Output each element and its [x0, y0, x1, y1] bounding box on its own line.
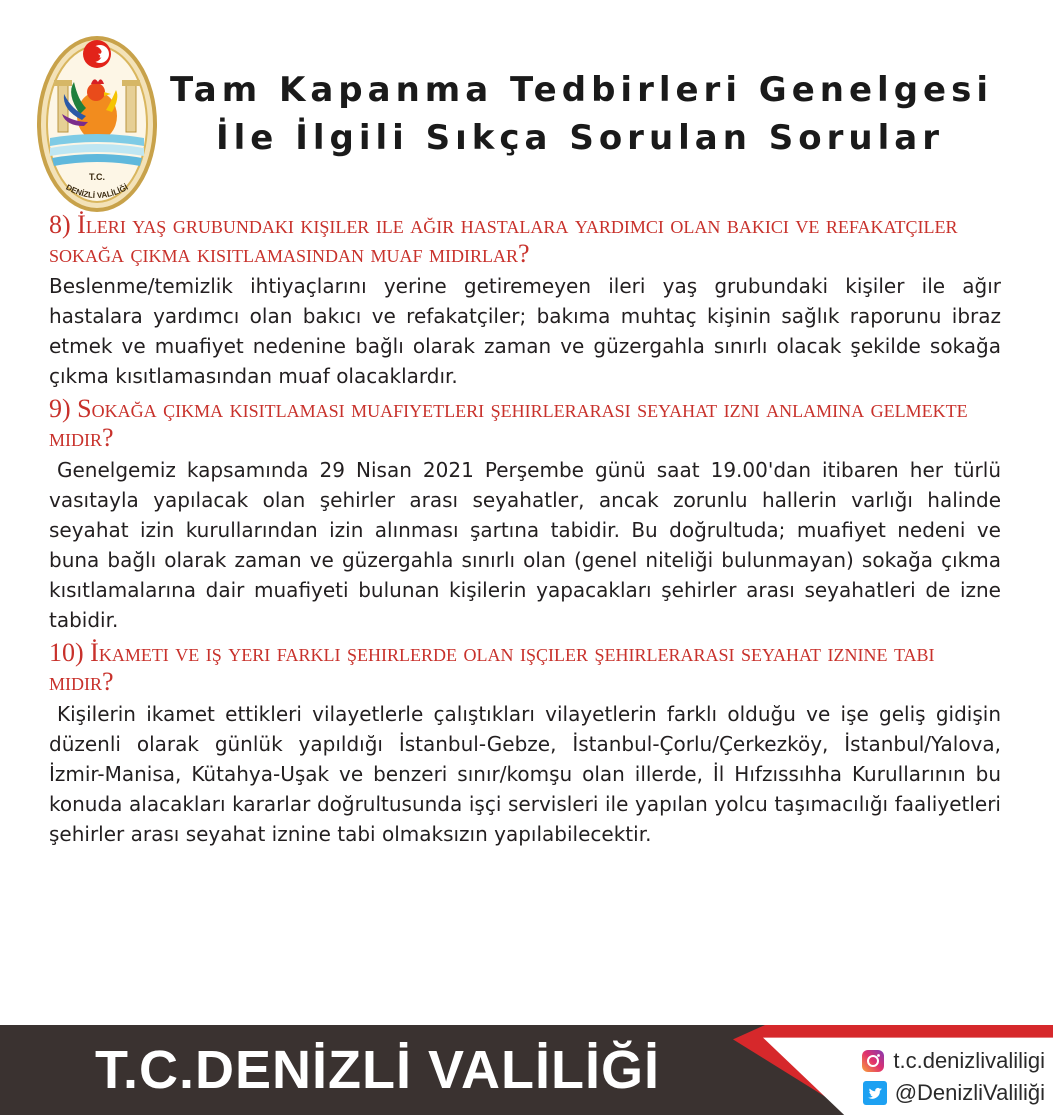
- answer-10: Kişilerin ikamet ettikleri vilayetlerle çalıştıkları vilayetlerin farklı olduğu ve işe geliş gidişin düzenli olarak günlük yapıldığı İstanbul-Gebze, İstanbul-Çorlu/Çerkezköy, İstanbul/Yalova, İzmir-Manisa, Kütahya-Uşak ve benzeri sınır/komşu olan illerde, İl Hıfzıssıhha Kurullarının bu konuda alacakları kararlar doğrultusunda işçi servisleri ile yapılan yolcu taşımacılığı faaliyetleri şehirler arası seyahat iznine tabi olmaksızın yapılabilecektir.: [49, 702, 1001, 846]
- rooster-emblem-icon: [36, 34, 158, 214]
- title-line-1: Tam Kapanma Tedbirleri Genelgesi: [170, 70, 993, 110]
- instagram-icon: [861, 1049, 885, 1073]
- twitter-handle-text: @DenizliValiliği: [894, 1080, 1045, 1105]
- answer-9: Genelgemiz kapsamında 29 Nisan 2021 Perşembe günü saat 19.00'dan itibaren her türlü vasıtayla yapılacak olan şehirler arası seyahatler, ancak zorunlu hallerin varlığı halinde seyahat izin kurullarından izin alınması şartına tabidir. Bu doğrultuda; muafiyet nedeni ve buna bağlı olarak zaman ve güzergahla sınırlı olan (genel niteliği bulunmayan) sokağa çıkma kısıtlamalarına dair muafiyeti bulunan kişilerin yapacakları şehirler arası seyahatleri de izne tabidir.: [49, 458, 1001, 632]
- page-title: [170, 66, 993, 162]
- instagram-handle-text: t.c.denizlivaliligi: [893, 1048, 1045, 1073]
- twitter-icon: [863, 1081, 887, 1105]
- instagram-handle[interactable]: [861, 1046, 1045, 1076]
- footer-bar: [0, 1025, 1053, 1115]
- svg-text:T.C.: T.C.: [88, 172, 106, 182]
- question-10: 10) İkameti ve iş yeri farklı şehirlerde olan işçiler şehirlerarası seyahat iznine tabi midir?: [49, 638, 935, 696]
- footer-title: T.C.DENİZLİ VALİLİĞİ: [95, 1040, 660, 1100]
- denizli-valiligi-logo: [36, 34, 158, 214]
- svg-text:DENİZLİ VALİLİĞİ: DENİZLİ VALİLİĞİ: [64, 182, 130, 201]
- title-line-2: İle İlgili Sıkça Sorulan Sorular: [216, 118, 944, 158]
- twitter-handle[interactable]: [863, 1078, 1045, 1108]
- faq-content: [49, 210, 1001, 852]
- answer-8: Beslenme/temizlik ihtiyaçlarını yerine getiremeyen ileri yaş grubundaki kişiler ile ağır hastalara yardımcı olan bakıcı ve refakatçiler; bakıma muhtaç kişinin sağlık raporunu ibraz etmek ve muafiyet nedenine bağlı olarak zaman ve güzergahla sınırlı olacak şekilde sokağa çıkma kısıtlamasından muaf olacaklardır.: [49, 274, 1001, 388]
- question-8: 8) İleri yaş grubundaki kişiler ile ağır hastalara yardımcı olan bakıcı ve refakatçiler sokağa çıkma kısıtlamasından muaf mıdırlar?: [49, 210, 958, 268]
- question-9: 9) Sokağa çıkma kısıtlaması muafiyetleri şehirlerarası seyahat izni anlamına gelmekte midir?: [49, 394, 968, 452]
